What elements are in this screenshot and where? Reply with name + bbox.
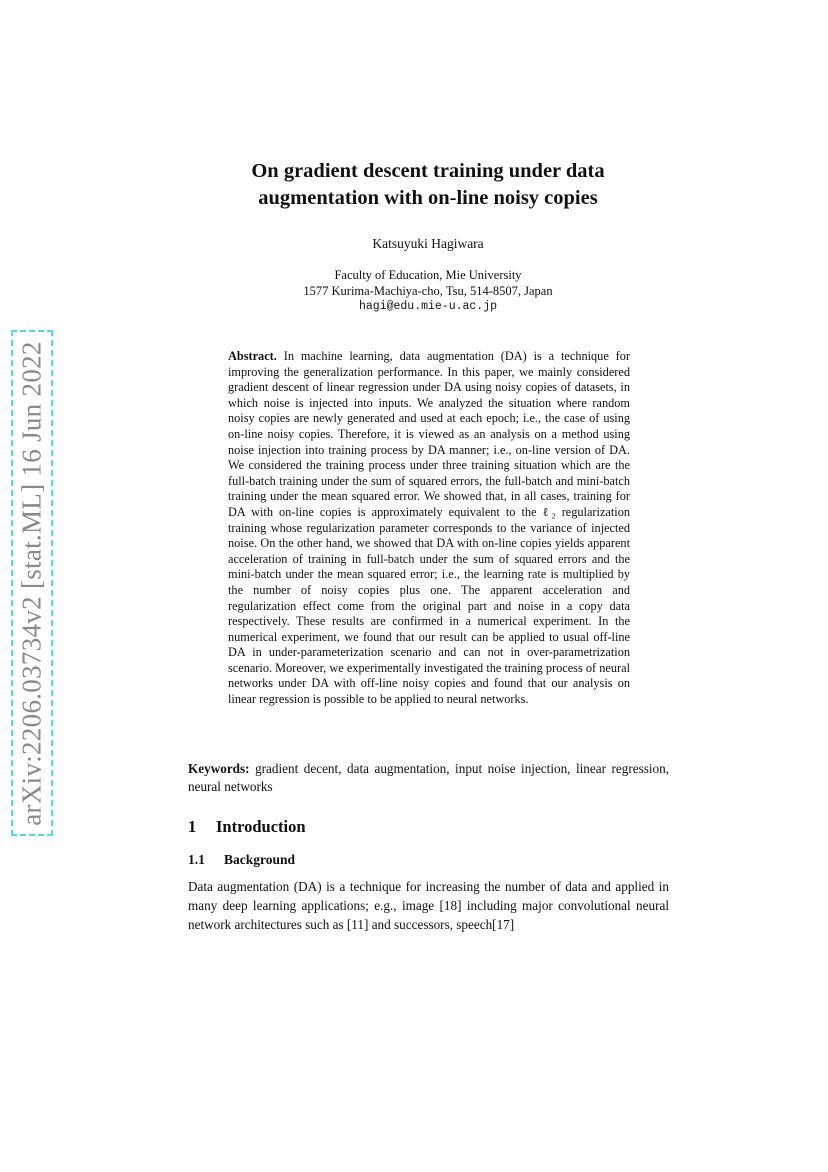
author-name: Katsuyuki Hagiwara bbox=[372, 236, 484, 251]
section-number: 1 bbox=[188, 817, 197, 836]
affiliation bbox=[150, 267, 706, 315]
keywords-text: gradient decent, data augmentation, input noise injection, linear regression, neural networks bbox=[188, 761, 670, 794]
title-line-2: augmentation with on-line noisy copies bbox=[258, 187, 598, 209]
arxiv-stamp-text: arXiv:2206.03734v2 [stat.ML] 16 Jun 2022 bbox=[16, 340, 47, 826]
affiliation-line-2: 1577 Kurima-Machiya-cho, Tsu, 514-8507, Japan bbox=[303, 284, 553, 298]
keywords bbox=[188, 760, 669, 796]
subsection-number: 1.1 bbox=[188, 852, 205, 867]
section-title: Introduction bbox=[216, 817, 306, 836]
email-address: hagi@edu.mie-u.ac.jp bbox=[358, 300, 498, 313]
subsection-title: Background bbox=[224, 852, 296, 867]
keywords-label: Keywords: bbox=[188, 761, 250, 776]
arxiv-stamp bbox=[11, 330, 53, 836]
paper-title bbox=[150, 158, 706, 212]
body-paragraph: Data augmentation (DA) is a technique for increasing the number of data and applied in many deep learning applications; e.g., image [18] including major convolutional neural network architectures such as [11] and successors, speech[17] bbox=[188, 879, 669, 932]
abstract-text: In machine learning, data augmentation (DA) is a technique for improving the generalization performance. In this paper, we mainly considered gradient descent of linear regression under DA using noisy copies of datasets, in which noise is injected into inputs. We analyzed the situation where random noisy copies are newly generated and used at each epoch; i.e., the case of using on-line noisy copies. Therefore, it is viewed as an analysis on a method using noise injection into training process by DA manner; i.e., on-line version of DA. We considered the training process under three training situation which are the full-batch training under the sum of squared errors, the full-batch and mini-batch training under the mean squared error. We showed that, in all cases, training for DA with on-line copies is approximately equivalent to the ℓ₂ regularization training whose regularization parameter corresponds to the variance of injected noise. On the other hand, we showed that DA with on-line copies yields apparent acceleration of training in full-batch under the sum of squared errors and the mini-batch under the mean squared error; i.e., the learning rate is multiplied by the number of noisy copies plus one. The apparent acceleration and regularization effect come from the original part and noise in a copy data respectively. These results are confirmed in a numerical experiment. In the numerical experiment, we found that our result can be applied to usual off-line DA in under-parameterization scenario and can not in over-parametrization scenario. Moreover, we experimentally investigated the training process of neural networks under DA with off-line noisy copies and found that our analysis on linear regression is possible to be applied to neural networks. bbox=[228, 349, 630, 707]
abstract-label: Abstract. bbox=[228, 349, 277, 363]
title-line-1: On gradient descent training under data bbox=[251, 160, 605, 182]
section-heading bbox=[188, 817, 306, 837]
abstract bbox=[228, 349, 630, 708]
subsection-heading bbox=[188, 852, 295, 868]
affiliation-line-1: Faculty of Education, Mie University bbox=[334, 268, 522, 282]
